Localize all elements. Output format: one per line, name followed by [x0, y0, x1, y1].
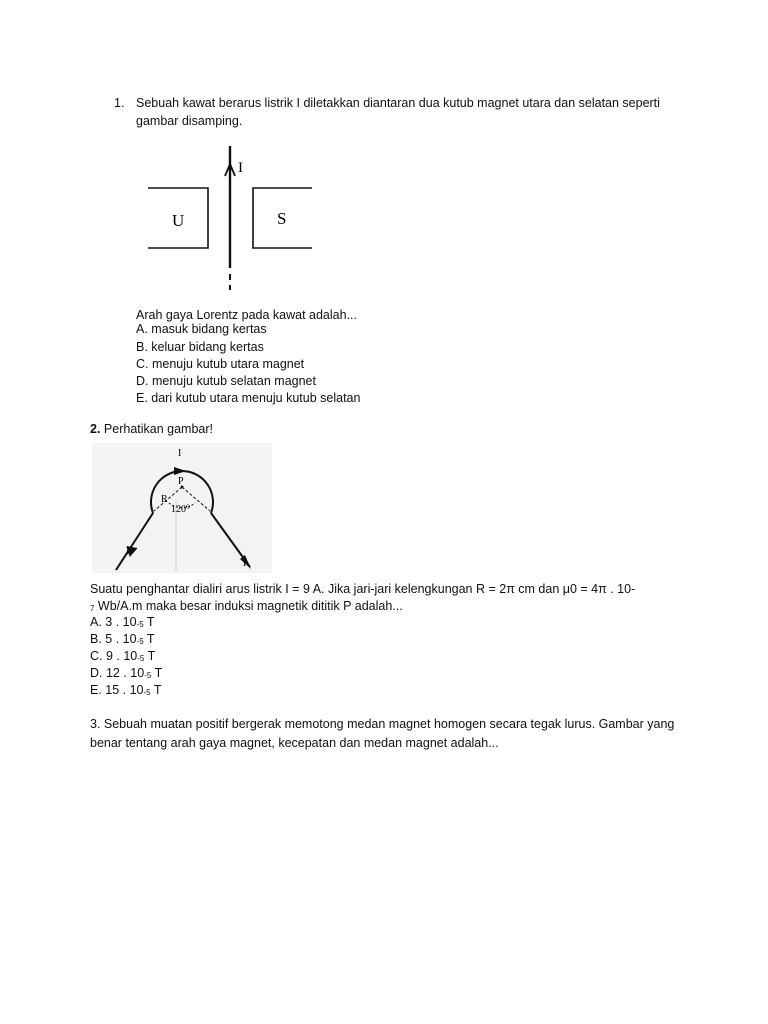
- q2-text-line2-body: Wb/A.m maka besar induksi magnetik dititik P adalah...: [94, 599, 403, 613]
- q3-text-line1: 3. Sebuah muatan positif bergerak memotong medan magnet homogen secara tegak lurus. Gambar yang: [90, 717, 675, 731]
- q2-option-a: A. 3 . $10_{-5}$ T: [90, 615, 155, 629]
- incoming-current-label: I: [126, 546, 130, 557]
- q1-question: Arah gaya Lorentz pada kawat adalah...: [136, 308, 357, 322]
- q1-option-a: A. masuk bidang kertas: [136, 322, 267, 336]
- q2-heading-text: Perhatikan gambar!: [100, 422, 213, 436]
- q1-option-d: D. menuju kutub selatan magnet: [136, 374, 316, 388]
- angle-label: 120⁰: [171, 504, 191, 515]
- q2-text-line1: Suatu penghantar dialiri arus listrik I = 9 A. Jika jari-jari kelengkungan R = 2π cm dan μ0 = 4π . 10-: [90, 582, 636, 596]
- q1-magnet-figure: [140, 138, 325, 298]
- radius-label: R: [161, 494, 168, 505]
- south-pole-label: S: [277, 209, 287, 228]
- q2-loop-figure: [92, 443, 272, 573]
- outgoing-current-label: I: [243, 558, 247, 569]
- q1-text-line2: gambar disamping.: [136, 114, 243, 128]
- q2-option-e: E. 15 . $10_{-5}$ T: [90, 683, 162, 697]
- q2-heading: [90, 421, 213, 437]
- q1-text-line1: Sebuah kawat berarus listrik I diletakkan diantaran dua kutub magnet utara dan selatan seperti: [136, 96, 660, 110]
- wire-current-label: I: [238, 160, 243, 176]
- top-current-label: I: [178, 448, 182, 459]
- q1-option-c: C. menuju kutub utara magnet: [136, 357, 305, 371]
- q2-option-b: B. 5 . $10_{-5}$ T: [90, 632, 155, 646]
- q3-text-line2: benar tentang arah gaya magnet, kecepatan dan medan magnet adalah...: [90, 736, 499, 750]
- q2-number: 2.: [90, 422, 101, 436]
- q2-text-line2-exp: 7: [90, 604, 95, 613]
- q1-number: 1.: [114, 96, 125, 110]
- q2-option-d: D. 12 . $10_{-5}$ T: [90, 666, 163, 680]
- north-pole-label: U: [172, 211, 185, 230]
- q1-option-e: E. dari kutub utara menuju kutub selatan: [136, 391, 361, 405]
- q1-option-b: B. keluar bidang kertas: [136, 340, 264, 354]
- point-p-label: P: [178, 476, 184, 487]
- q2-option-c: C. 9 . $10_{-5}$ T: [90, 649, 156, 663]
